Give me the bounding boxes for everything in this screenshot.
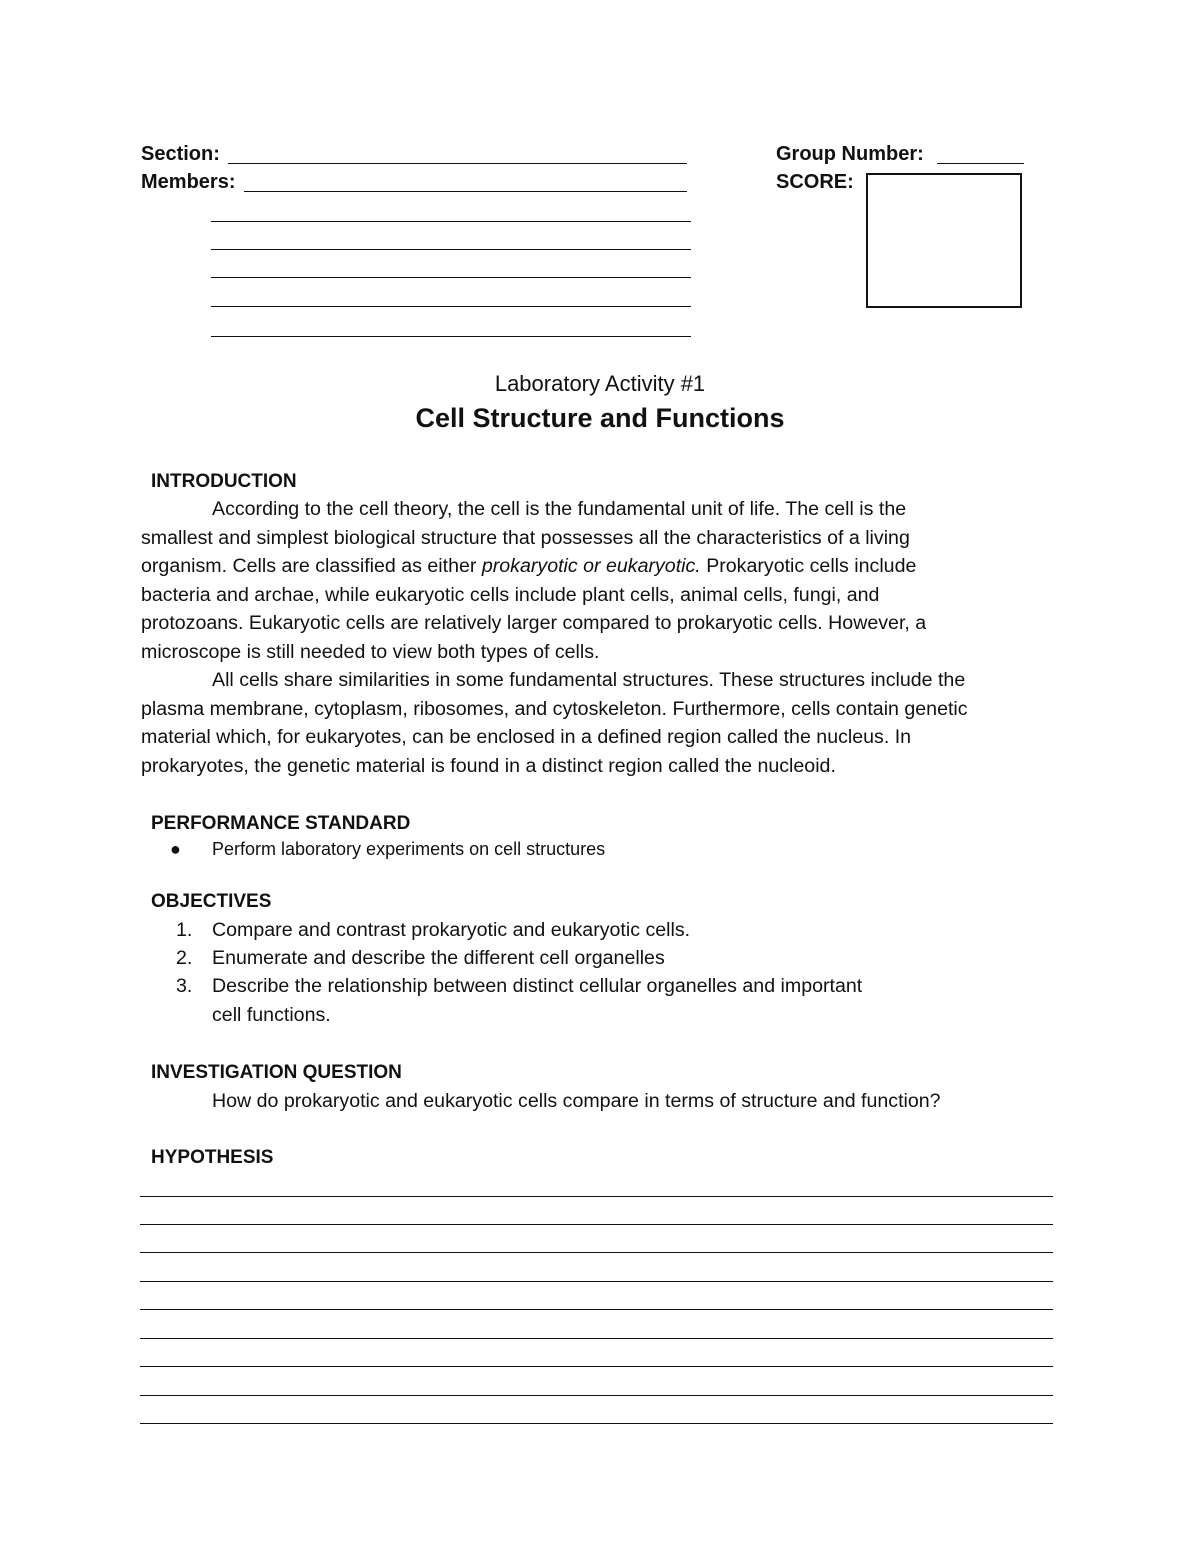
members-input-line-1[interactable] — [244, 191, 687, 192]
hypothesis-line-3[interactable] — [140, 1252, 1053, 1253]
intro-line-3b: Prokaryotic cells include — [700, 555, 917, 577]
objective-item-3 — [176, 972, 862, 1001]
members-input-line-3[interactable] — [211, 249, 691, 250]
members-input-line-6[interactable] — [211, 336, 691, 337]
hypothesis-line-5[interactable] — [140, 1309, 1053, 1310]
objective-number-2: 2. — [176, 947, 193, 969]
members-input-line-4[interactable] — [211, 277, 691, 278]
introduction-paragraph — [141, 495, 1061, 780]
performance-standard-item — [170, 837, 605, 861]
objective-text-3: Describe the relationship between distinct cellular organelles and important — [212, 975, 863, 997]
intro-p2-line-4: prokaryotes, the genetic material is found in a distinct region called the nucleoid. — [141, 754, 836, 777]
members-label: Members: — [141, 171, 236, 193]
intro-line-6: microscope is still needed to view both types of cells. — [141, 640, 600, 663]
objective-text-2: Enumerate and describe the different cell organelles — [212, 947, 665, 969]
intro-line-3 — [141, 552, 1061, 581]
hypothesis-line-2[interactable] — [140, 1224, 1053, 1225]
performance-standard-text: Perform laboratory experiments on cell structures — [212, 839, 606, 859]
objective-text-3-continuation: cell functions. — [212, 1004, 331, 1026]
hypothesis-line-7[interactable] — [140, 1366, 1053, 1367]
activity-title: Laboratory Activity #1 — [494, 371, 706, 396]
score-box[interactable] — [866, 173, 1022, 308]
intro-p2-line-2: plasma membrane, cytoplasm, ribosomes, and cytoskeleton. Furthermore, cells contain genetic — [141, 697, 968, 720]
section-input-line[interactable] — [228, 163, 687, 164]
objectives-heading: OBJECTIVES — [151, 891, 272, 912]
members-input-line-2[interactable] — [211, 221, 691, 222]
hypothesis-line-4[interactable] — [140, 1281, 1053, 1282]
objective-number-3: 3. — [176, 975, 193, 997]
group-number-input-line[interactable] — [937, 163, 1024, 164]
bullet-icon: ● — [170, 839, 181, 859]
objective-item-2 — [176, 944, 665, 973]
performance-standard-heading: PERFORMANCE STANDARD — [151, 813, 411, 834]
intro-line-1: According to the cell theory, the cell is the fundamental unit of life. The cell is the — [212, 498, 907, 520]
hypothesis-line-6[interactable] — [140, 1338, 1053, 1339]
hypothesis-line-1[interactable] — [140, 1196, 1053, 1197]
section-label: Section: — [141, 143, 220, 165]
intro-line-2: smallest and simplest biological structure that possesses all the characteristics of a living — [141, 526, 910, 549]
intro-line-5: protozoans. Eukaryotic cells are relatively larger compared to prokaryotic cells. However, a — [141, 612, 927, 634]
intro-line-4: bacteria and archae, while eukaryotic cells include plant cells, animal cells, fungi, and — [141, 583, 880, 606]
hypothesis-line-9[interactable] — [140, 1423, 1053, 1424]
investigation-question: How do prokaryotic and eukaryotic cells compare in terms of structure and function? — [212, 1090, 941, 1112]
intro-p2-line-3: material which, for eukaryotes, can be enclosed in a defined region called the nucleus. In — [141, 726, 912, 748]
hypothesis-heading: HYPOTHESIS — [151, 1147, 274, 1168]
score-label: SCORE: — [776, 171, 854, 193]
intro-italic-terms: prokaryotic or eukaryotic. — [481, 555, 701, 577]
main-title: Cell Structure and Functions — [415, 403, 785, 433]
group-number-label: Group Number: — [776, 143, 924, 165]
objective-text-1: Compare and contrast prokaryotic and eukaryotic cells. — [212, 919, 691, 941]
investigation-heading: INVESTIGATION QUESTION — [151, 1062, 402, 1083]
members-input-line-5[interactable] — [211, 306, 691, 307]
hypothesis-line-8[interactable] — [140, 1395, 1053, 1396]
intro-line-3a: organism. Cells are classified as either — [141, 555, 482, 577]
objective-number-1: 1. — [176, 919, 193, 941]
introduction-heading: INTRODUCTION — [151, 471, 297, 492]
intro-p2-line-1: All cells share similarities in some fundamental structures. These structures include the — [212, 669, 966, 691]
objective-item-1 — [176, 916, 690, 945]
